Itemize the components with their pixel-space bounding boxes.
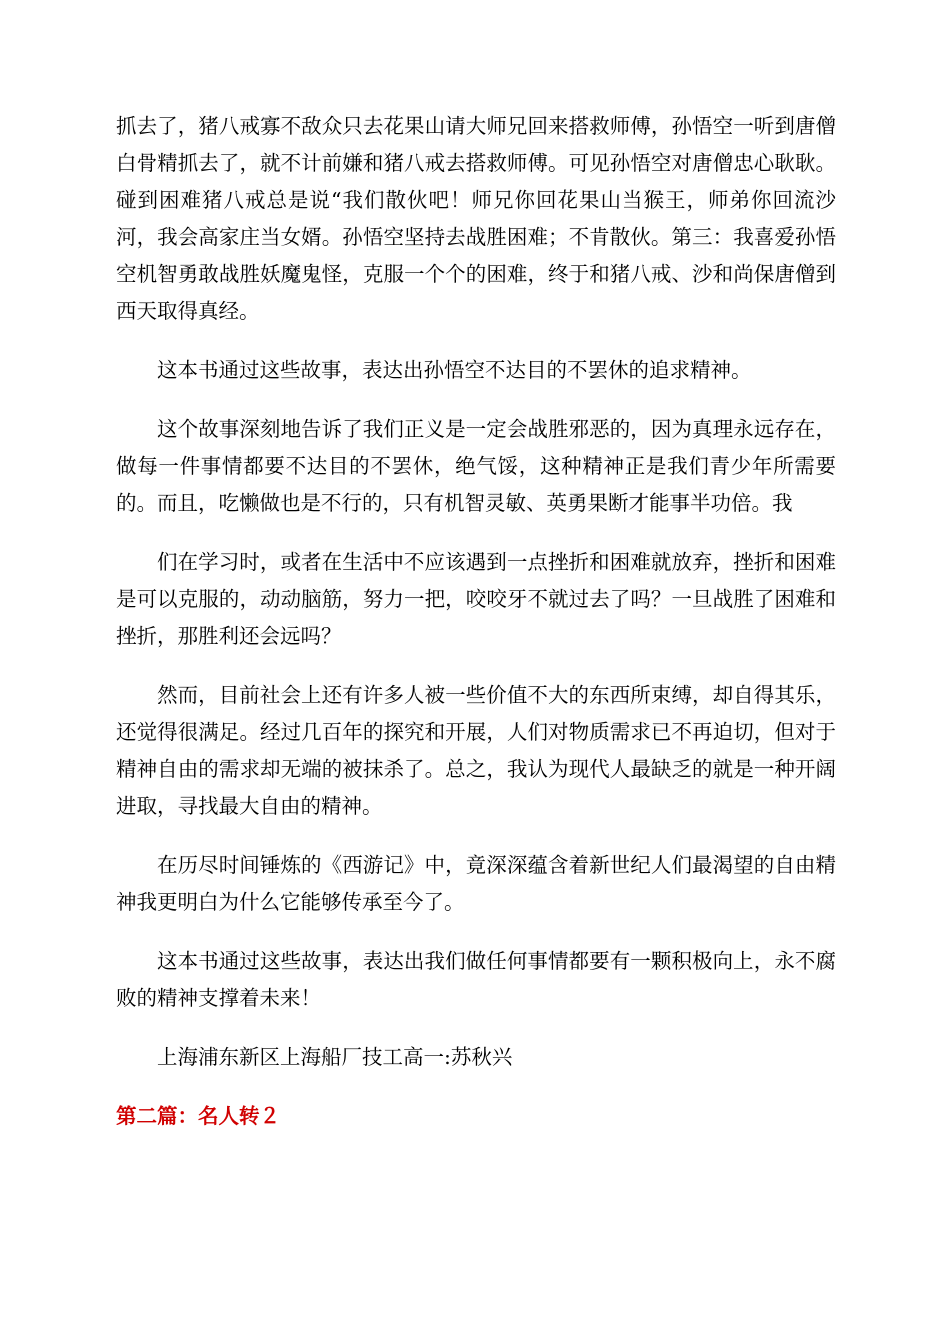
body-paragraph: 这本书通过这些故事，表达出我们做任何事情都要有一颗积极向上，永不腐败的精神支撑着未来！ — [116, 949, 836, 1010]
body-paragraph: 这个故事深刻地告诉了我们正义是一定会战胜邪恶的，因为真理永远存在，做每一件事情都要不达目的不罢休，绝气馁，这种精神正是我们青少年所需要的。而且，吃懒做也是不行的，只有机智灵敏、英勇果断才能事半功倍。我 — [116, 417, 836, 515]
body-paragraph: 然而，目前社会上还有许多人被一些价值不大的东西所束缚，却自得其乐，还觉得很满足。经过几百年的探究和开展，人们对物质需求已不再迫切，但对于精神自由的需求却无端的被抹杀了。总之，我认为现代人最缺乏的就是一种开阔进取，寻找最大自由的精神。 — [116, 683, 836, 818]
body-paragraph: 在历尽时间锤炼的《西游记》中，竟深深蕴含着新世纪人们最渴望的自由精神我更明白为什么它能够传承至今了。 — [116, 853, 836, 914]
section-heading: 第二篇：名人转２ — [116, 1104, 280, 1128]
body-paragraph: 这本书通过这些故事，表达出孙悟空不达目的不罢休的追求精神。 — [157, 358, 752, 382]
body-paragraph: 抓去了，猪八戒寡不敌众只去花果山请大师兄回来搭救师傅，孙悟空一听到唐僧白骨精抓去了，就不计前嫌和猪八戒去搭救师傅。可见孙悟空对唐僧忠心耿耿。碰到困难猪八戒总是说“我们散伙吧！师兄你回花果山当猴王，师弟你回流沙河，我会高家庄当女婿。孙悟空坚持去战胜困难；不肯散伙。第三：我喜爱孙悟空机智勇敢战胜妖魔鬼怪，克服一个个的困难，终于和猪八戒、沙和尚保唐僧到西天取得真经。 — [116, 114, 836, 323]
author-line: 上海浦东新区上海船厂技工高一:苏秋兴 — [157, 1045, 513, 1069]
body-paragraph: 们在学习时，或者在生活中不应该遇到一点挫折和困难就放弃，挫折和困难是可以克服的，动动脑筋，努力一把，咬咬牙不就过去了吗？一旦战胜了困难和挫折，那胜利还会远吗？ — [116, 550, 836, 648]
document-page — [116, 108, 836, 1135]
